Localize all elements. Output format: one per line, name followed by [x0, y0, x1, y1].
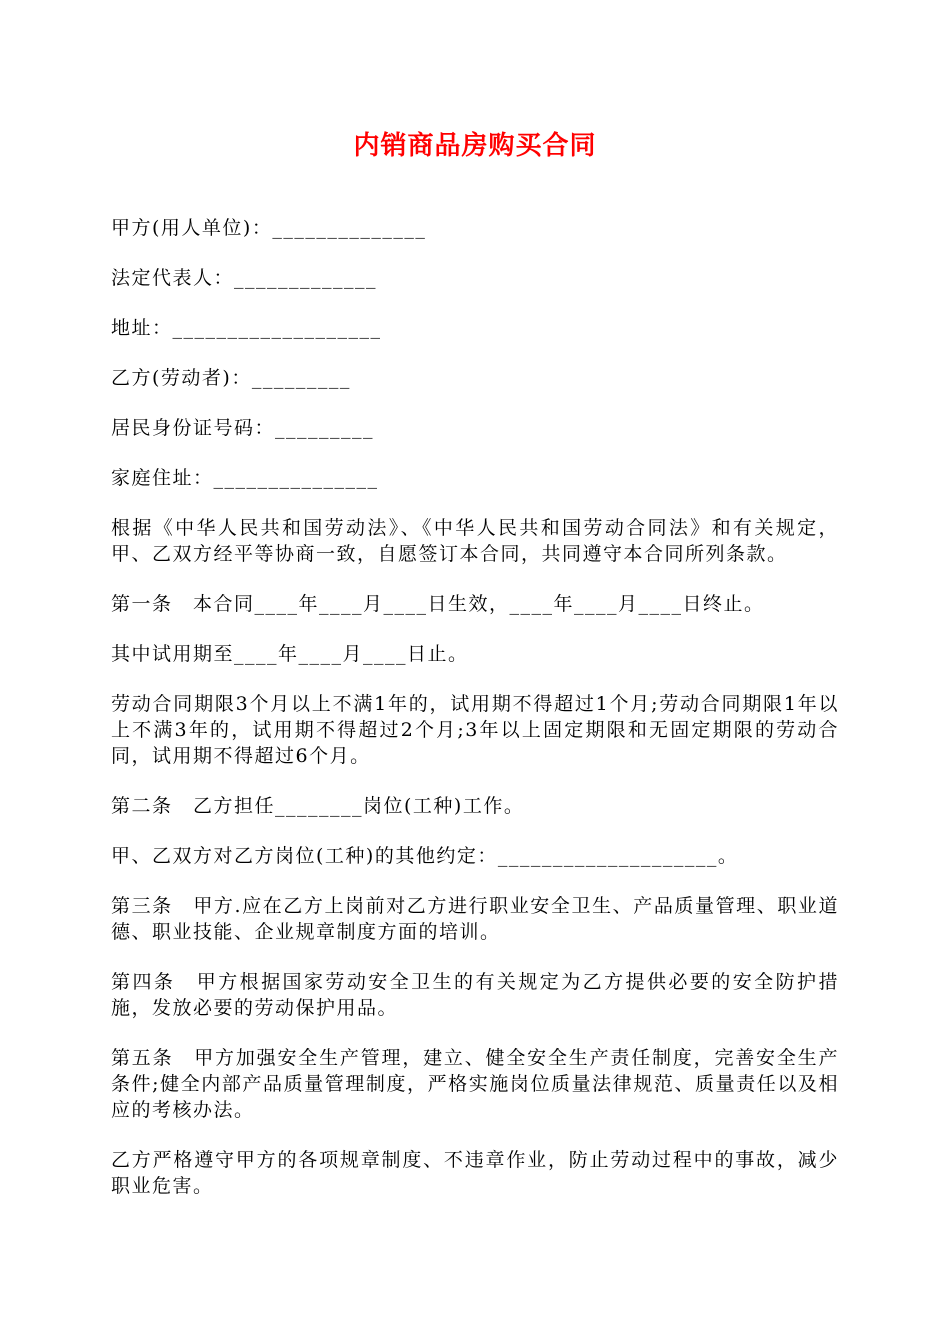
address-field: 地址：___________________ — [111, 317, 382, 339]
article-4-protection: 第四条 甲方根据国家劳动安全卫生的有关规定为乙方提供必要的安全防护措施，发放必要的劳动保护用品。 — [111, 971, 839, 1019]
preamble-paragraph: 根据《中华人民共和国劳动法》、《中华人民共和国劳动合同法》和有关规定，甲、乙双方经平等协商一致，自愿签订本合同，共同遵守本合同所列条款。 — [111, 517, 839, 565]
probation-rules: 劳动合同期限3个月以上不满1年的，试用期不得超过1个月;劳动合同期限1年以上不满3年的，试用期不得超过2个月;3年以上固定期限和无固定期限的劳动合同，试用期不得超过6个月。 — [111, 693, 839, 767]
document-title: 内销商品房购买合同 — [353, 131, 597, 161]
legal-representative-field: 法定代表人：_____________ — [111, 267, 378, 289]
article-3-training: 第三条 甲方.应在乙方上岗前对乙方进行职业安全卫生、产品质量管理、职业道德、职业技能、企业规章制度方面的培训。 — [111, 895, 839, 943]
position-other-agreement: 甲、乙双方对乙方岗位(工种)的其他约定：____________________。 — [111, 845, 739, 867]
id-number-field: 居民身份证号码：_________ — [111, 417, 375, 439]
article-2-position: 第二条 乙方担任________岗位(工种)工作。 — [111, 795, 525, 817]
article-1-term: 第一条 本合同____年____月____日生效，____年____月____日终止。 — [111, 593, 765, 615]
party-b-obligations: 乙方严格遵守甲方的各项规章制度、不违章作业，防止劳动过程中的事故，减少职业危害。 — [111, 1149, 839, 1197]
party-a-employer-field: 甲方(用人单位)：______________ — [111, 217, 427, 239]
home-address-field: 家庭住址：_______________ — [111, 467, 379, 489]
probation-period: 其中试用期至____年____月____日止。 — [111, 643, 469, 665]
party-b-employee-field: 乙方(劳动者)：_________ — [111, 367, 351, 389]
article-5-safety-management: 第五条 甲方加强安全生产管理，建立、健全安全生产责任制度，完善安全生产条件;健全内部产品质量管理制度，严格实施岗位质量法律规范、质量责任以及相应的考核办法。 — [111, 1047, 839, 1121]
document-body — [111, 215, 839, 1223]
